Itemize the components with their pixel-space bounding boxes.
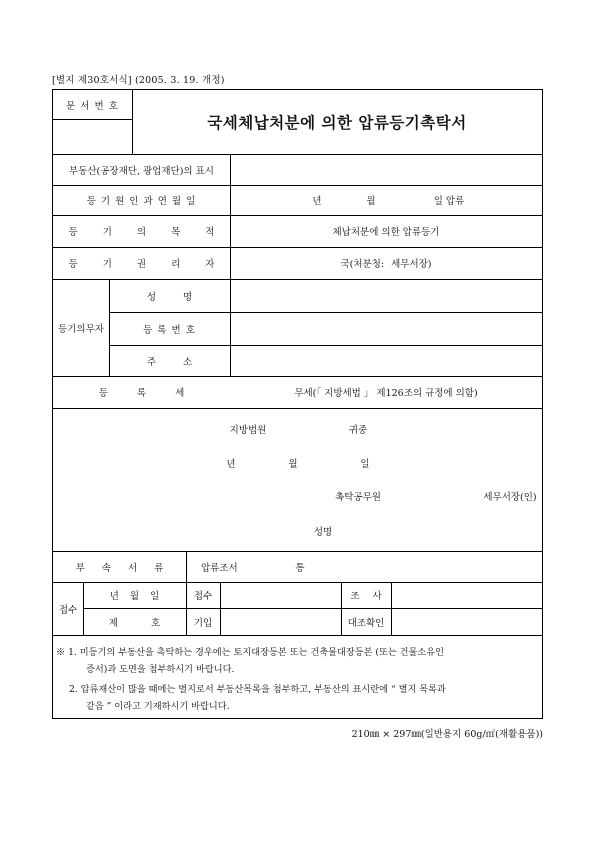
form-table xyxy=(52,89,543,719)
note-line: ※ 1. 미등기의 부동산을 촉탁하는 경우에는 토지대장등본 또는 건축물대장등본 (또는 건물소유인 xyxy=(56,647,444,658)
court-month: 월 xyxy=(288,459,298,470)
signer-name-label: 성명 xyxy=(313,527,333,538)
cause-label: 등 기 원 인 과 연 월 일 xyxy=(86,196,197,207)
obligor-regno-label: 등 록 번 호 xyxy=(143,324,196,336)
receipt-date-label: 년 월 일 xyxy=(109,591,160,602)
purpose-value: 체납처분에 의한 압류등기 xyxy=(332,227,440,238)
attach-label: 부 속 서 류 xyxy=(75,562,164,574)
tax-value: 무세(「 지방세법 」 제126조의 규정에 의함) xyxy=(294,388,478,399)
divider xyxy=(220,582,221,635)
court-day: 일 xyxy=(360,459,370,470)
court-year: 년 xyxy=(226,459,236,470)
divider xyxy=(391,582,392,635)
obligor-label: 등기의무자 xyxy=(58,323,104,335)
purpose-label: 등 기 의 목 적 xyxy=(68,227,215,238)
survey-label: 조 사 xyxy=(350,591,382,602)
cause-year: 년 xyxy=(312,196,322,207)
receipt-label: 접수 xyxy=(58,604,78,616)
court-to: 귀중 xyxy=(348,425,368,436)
divider xyxy=(186,551,187,582)
receipt-entry-label: 기입 xyxy=(193,617,213,629)
cause-month: 월 xyxy=(366,196,376,207)
doc-no-label: 문 서 번 호 xyxy=(66,100,119,112)
divider xyxy=(53,119,132,120)
form-caption: [별지 제30호서식] (2005. 3. 19. 개정) xyxy=(52,75,225,86)
verify-label: 대조확인 xyxy=(347,617,385,629)
officer-label: 촉탁공무원 xyxy=(335,492,381,503)
note-line: 2. 압류재산이 많을 때에는 별지로서 부동산목록을 첨부하고, 부동산의 표시란에 “ 별지 목록과 xyxy=(69,684,446,695)
tax-label: 등 록 세 xyxy=(98,388,185,399)
court-label: 지방법원 xyxy=(229,425,267,436)
attach-value: 압류조서 xyxy=(201,562,238,574)
holder-label: 등 기 권 리 자 xyxy=(68,259,215,270)
cause-day: 일 압류 xyxy=(433,196,465,207)
attach-count: 통 xyxy=(295,562,305,574)
obligor-address-label: 주 소 xyxy=(146,356,193,368)
receipt-no-label: 제 호 xyxy=(108,617,161,629)
receipt-number-label: 접수 xyxy=(193,591,213,602)
note-line: 증서)과 도면을 첨부하시기 바랍니다. xyxy=(86,664,235,675)
divider xyxy=(53,635,542,636)
note-line: 같음 ” 이라고 기재하시기 바랍니다. xyxy=(86,701,230,712)
holder-value: 국(처분청: 세무서장) xyxy=(340,259,432,270)
property-label: 부동산(공장재단, 광업재단)의 표시 xyxy=(69,165,214,177)
page-title: 국세체납처분에 의한 압류등기촉탁서 xyxy=(207,114,467,132)
divider xyxy=(53,408,542,409)
chief-signature: 세무서장(인) xyxy=(483,492,537,503)
paper-spec: 210㎜ × 297㎜(일반용지 60g/㎡(재활용품)) xyxy=(351,729,543,740)
notes xyxy=(56,644,540,715)
obligor-name-label: 성 명 xyxy=(146,291,193,303)
